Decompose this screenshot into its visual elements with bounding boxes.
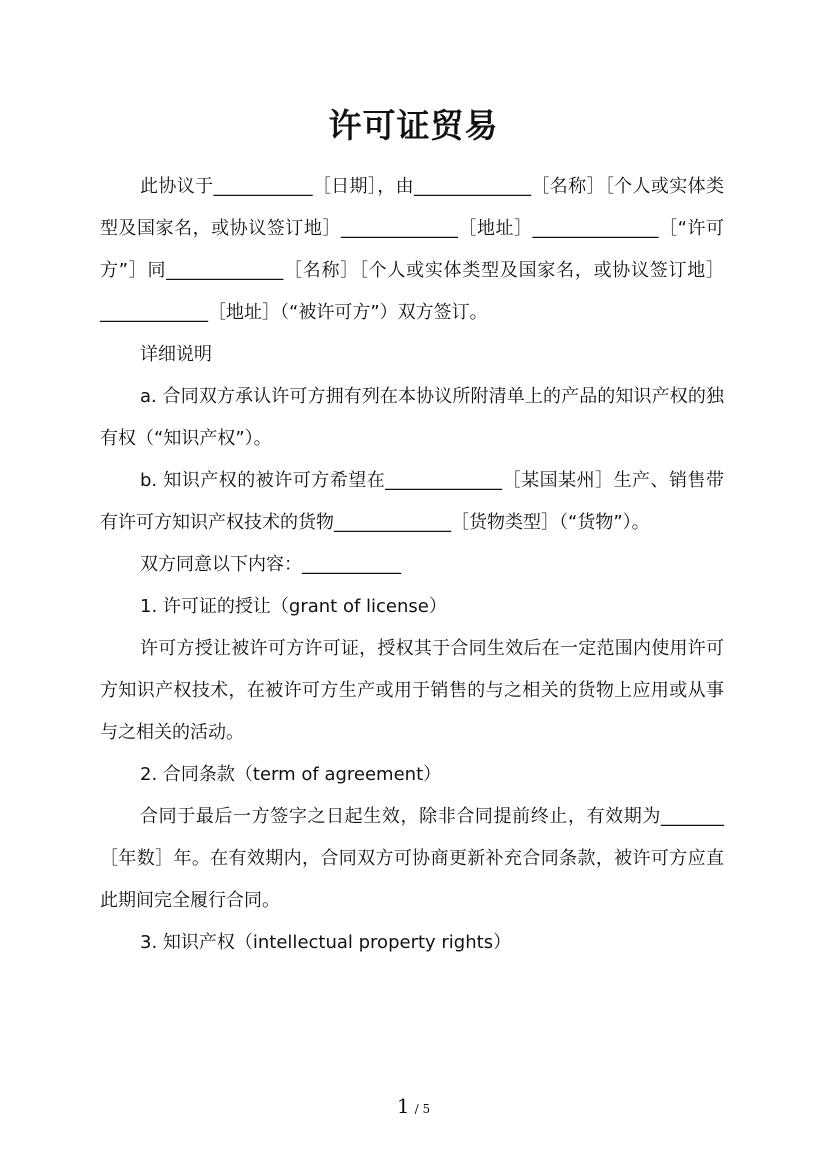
total-pages: / 5 bbox=[414, 1102, 431, 1116]
section-1-heading: 1. 许可证的授让（grant of license） bbox=[140, 596, 447, 617]
recital-b: b. 知识产权的被许可方希望在_____________［某国某州］生产、销售带有许可方知识产权技术的货物_____________［货物类型］（“货物”）。 bbox=[100, 470, 724, 533]
section-2-heading: 2. 合同条款（term of agreement） bbox=[140, 764, 442, 785]
document-body bbox=[100, 166, 724, 964]
recital-a: a. 合同双方承认许可方拥有列在本协议所附清单上的产品的知识产权的独有权（“知识产权”）。 bbox=[100, 386, 724, 449]
document-title: 许可证贸易 bbox=[328, 106, 499, 145]
agreement-intro: 双方同意以下内容：___________ bbox=[140, 554, 401, 575]
current-page-number: 1 bbox=[396, 1094, 410, 1118]
section-2-text: 合同于最后一方签字之日起生效，除非合同提前终止，有效期为_______［年数］年。在有效期内，合同双方可协商更新补充合同条款，被许可方应直此期间完全履行合同。 bbox=[100, 806, 724, 911]
section-3-heading: 3. 知识产权（intellectual property rights） bbox=[140, 932, 512, 953]
intro-paragraph: 此协议于___________［日期］，由_____________［名称］［个人或实体类型及国家名，或协议签订地］_____________［地址］______________［“许可方”］同_____________［名称］［个人或实体类型及国家名，或协议签订地］____________［地址］（“被许可方”）双方签订。 bbox=[100, 176, 724, 323]
details-heading: 详细说明 bbox=[140, 344, 212, 365]
page-number bbox=[0, 1094, 827, 1118]
section-1-text: 许可方授让被许可方许可证，授权其于合同生效后在一定范围内使用许可方知识产权技术，在被许可方生产或用于销售的与之相关的货物上应用或从事与之相关的活动。 bbox=[100, 638, 724, 743]
